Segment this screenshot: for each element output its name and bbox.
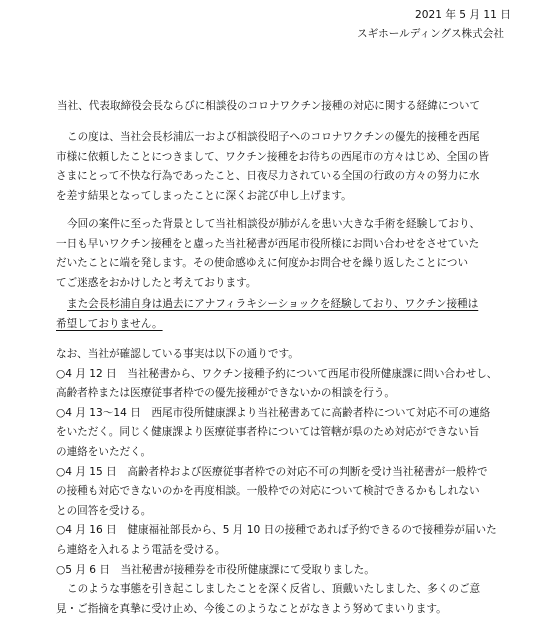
fact-line: をいただく。同じく健康課より医療従事者枠については管轄が県のため対応ができない旨 — [56, 426, 480, 439]
fact-line: ○5 月 6 日 当社秘書が接種券を市役所健康課にて受取りました。 — [56, 563, 375, 576]
company-name: スギホールディングス株式会社 — [357, 28, 504, 40]
fact-line: の接種も対応できないのかを再度相談。一般枠での対応について検討できるかもしれない — [56, 485, 480, 498]
fact-line: ○4 月 13～14 日 西尾市役所健康課より当社秘書あてに高齢者枠について対応不可の連絡 — [56, 406, 491, 419]
text-line: このような事態を引き起こしましたことを深く反省し、頂戴いたしました、多くのご意 — [67, 583, 481, 595]
apology-paragraph — [56, 128, 506, 206]
fact-line: との回答を受ける。 — [56, 504, 152, 517]
underlined-text: 希望しておりません。 — [56, 317, 163, 330]
text-line: 今回の案件に至った背景として当社相談役が肺がんを患い大きな手術を経験しており、 — [67, 218, 481, 230]
text-line: 市様に依頼したことにつきまして、ワクチン接種をお待ちの西尾市の方々はじめ、全国の皆 — [56, 150, 489, 163]
text-line: を差す結果となってしまったことに深くお詫び申し上げます。 — [56, 189, 352, 202]
underlined-text: また会長杉浦自身は過去にアナフィラキシーショックを経験しており、ワクチン接種は — [67, 298, 479, 310]
fact-line: 高齢者枠または医療従事者枠での優先接種ができないかの相談を行う。 — [56, 387, 395, 400]
fact-line: ○4 月 16 日 健康福祉部長から、5 月 10 日の接種であれば予約できるので接種券が届いた — [56, 524, 497, 537]
facts-intro: なお、当社が確認している事実は以下の通りです。 — [56, 348, 299, 360]
closing-paragraph — [56, 580, 506, 619]
chairman-statement — [56, 295, 506, 334]
facts-section — [56, 345, 506, 580]
text-line: さまにとって不快な行為であったこと、日夜尽力されている全国の行政の方々の努力に水 — [56, 170, 480, 183]
text-line: 一日も早いワクチン接種をと慮った当社秘書が西尾市役所様にお問い合わせをさせていた — [56, 237, 480, 250]
fact-line: ら連絡を入れるよう電話を受ける。 — [56, 543, 226, 556]
fact-line: の連絡をいただく。 — [56, 445, 152, 458]
document-title: 当社、代表取締役会長ならびに相談役のコロナワクチン接種の対応に関する経緯について — [57, 100, 481, 112]
fact-line: ○4 月 12 日 当社秘書から、ワクチン接種予約について西尾市役所健康課に問い合わせし、 — [56, 367, 498, 380]
background-paragraph — [56, 215, 506, 293]
fact-line: ○4 月 15 日 高齢者枠および医療従事者枠での対応不可の判断を受け当社秘書が一般枠で — [56, 465, 488, 478]
text-line: てご迷惑をおかけしたと考えております。 — [56, 276, 257, 289]
text-line: この度は、当社会長杉浦広一および相談役昭子へのコロナワクチンの優先的接種を西尾 — [67, 131, 480, 143]
document-date: 2021 年 5 月 11 日 — [415, 9, 511, 21]
text-line: だいたことに端を発します。その使命感ゆえに何度かお問合せを繰り返したことについ — [56, 257, 469, 270]
text-line: 見・ご指摘を真摯に受け止め、今後このようなことがなきよう努めてまいります。 — [56, 602, 447, 615]
